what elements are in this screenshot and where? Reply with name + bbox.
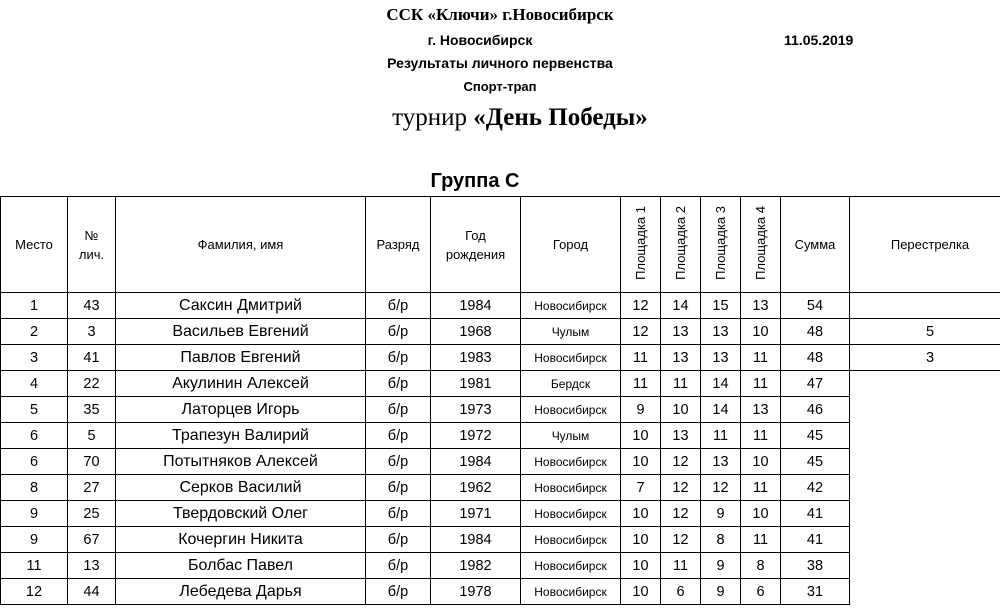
- area-1-cell: 7: [621, 475, 661, 501]
- tournament-name: «День Победы»: [473, 104, 648, 131]
- area-4-cell: 10: [741, 449, 781, 475]
- area-3-cell: 9: [701, 579, 741, 605]
- col-birth-line2: рождения: [445, 246, 506, 262]
- area-1-cell: 10: [621, 553, 661, 579]
- col-number: [68, 197, 116, 293]
- number-cell: 70: [68, 449, 116, 475]
- name-cell: Васильев Евгений: [116, 319, 366, 345]
- results-body: [1, 293, 1000, 605]
- table-row: [1, 579, 1000, 605]
- city-cell: Чулым: [521, 319, 621, 345]
- area-3-cell: 15: [701, 293, 741, 319]
- birth-year-cell: 1983: [431, 345, 521, 371]
- rank-cell: б/р: [366, 501, 431, 527]
- table-row: [1, 397, 1000, 423]
- area-1-cell: 9: [621, 397, 661, 423]
- area-3-cell: 14: [701, 397, 741, 423]
- place-cell: 11: [1, 553, 68, 579]
- area-2-cell: 12: [661, 449, 701, 475]
- rank-cell: б/р: [366, 423, 431, 449]
- results-title: Результаты личного первенства: [387, 55, 613, 71]
- shootoff-cell: [850, 501, 1000, 527]
- area-2-cell: 13: [661, 345, 701, 371]
- name-cell: Акулинин Алексей: [116, 371, 366, 397]
- area-3-cell: 11: [701, 423, 741, 449]
- area-4-cell: 13: [741, 397, 781, 423]
- col-city: Город: [521, 197, 621, 293]
- sum-cell: 48: [781, 319, 850, 345]
- shootoff-cell: [850, 397, 1000, 423]
- area-3-cell: 12: [701, 475, 741, 501]
- shootoff-cell: [850, 475, 1000, 501]
- name-cell: Потытняков Алексей: [116, 449, 366, 475]
- city-cell: Новосибирск: [521, 293, 621, 319]
- birth-year-cell: 1984: [431, 449, 521, 475]
- place-cell: 5: [1, 397, 68, 423]
- shootoff-cell: 5: [850, 319, 1000, 345]
- shootoff-cell: [850, 579, 1000, 605]
- area-3-cell: 13: [701, 345, 741, 371]
- rank-cell: б/р: [366, 553, 431, 579]
- name-cell: Лебедева Дарья: [116, 579, 366, 605]
- area-1-cell: 10: [621, 449, 661, 475]
- name-cell: Твердовский Олег: [116, 501, 366, 527]
- number-cell: 3: [68, 319, 116, 345]
- sum-cell: 41: [781, 501, 850, 527]
- shootoff-cell: [850, 423, 1000, 449]
- results-table: [0, 196, 1000, 605]
- name-cell: Павлов Евгений: [116, 345, 366, 371]
- name-cell: Кочергин Никита: [116, 527, 366, 553]
- name-cell: Трапезун Валирий: [116, 423, 366, 449]
- city-cell: Новосибирск: [521, 501, 621, 527]
- city-cell: Новосибирск: [521, 449, 621, 475]
- table-row: [1, 475, 1000, 501]
- area-2-cell: 10: [661, 397, 701, 423]
- number-cell: 13: [68, 553, 116, 579]
- area-1-cell: 10: [621, 423, 661, 449]
- sum-cell: 48: [781, 345, 850, 371]
- tournament-title: [20, 104, 1000, 132]
- col-shootoff: Перестрелка: [850, 197, 1000, 293]
- sum-cell: 38: [781, 553, 850, 579]
- rank-cell: б/р: [366, 579, 431, 605]
- city-cell: Чулым: [521, 423, 621, 449]
- area-3-cell: 9: [701, 501, 741, 527]
- area-1-cell: 10: [621, 527, 661, 553]
- sum-cell: 46: [781, 397, 850, 423]
- rank-cell: б/р: [366, 475, 431, 501]
- number-cell: 25: [68, 501, 116, 527]
- col-birth-year: [431, 197, 521, 293]
- col-birth-line1: Год: [465, 227, 486, 243]
- number-cell: 35: [68, 397, 116, 423]
- birth-year-cell: 1972: [431, 423, 521, 449]
- birth-year-cell: 1968: [431, 319, 521, 345]
- col-area-2: [661, 197, 701, 293]
- table-header-row: [1, 197, 1000, 293]
- shootoff-cell: [850, 449, 1000, 475]
- birth-year-cell: 1981: [431, 371, 521, 397]
- number-cell: 43: [68, 293, 116, 319]
- place-cell: 9: [1, 501, 68, 527]
- sum-cell: 47: [781, 371, 850, 397]
- area-2-cell: 12: [661, 475, 701, 501]
- sum-cell: 45: [781, 423, 850, 449]
- area-4-cell: 8: [741, 553, 781, 579]
- table-row: [1, 371, 1000, 397]
- col-area-1: [621, 197, 661, 293]
- area-1-cell: 10: [621, 501, 661, 527]
- place-cell: 12: [1, 579, 68, 605]
- area-3-cell: 13: [701, 449, 741, 475]
- place-cell: 3: [1, 345, 68, 371]
- number-cell: 44: [68, 579, 116, 605]
- area-2-cell: 13: [661, 423, 701, 449]
- birth-year-cell: 1982: [431, 553, 521, 579]
- area-3-cell: 14: [701, 371, 741, 397]
- rank-cell: б/р: [366, 293, 431, 319]
- rank-cell: б/р: [366, 371, 431, 397]
- shootoff-cell: [850, 553, 1000, 579]
- birth-year-cell: 1962: [431, 475, 521, 501]
- place-cell: 9: [1, 527, 68, 553]
- col-area-3-label: Площадка 3: [713, 206, 728, 280]
- shootoff-cell: 3: [850, 345, 1000, 371]
- birth-year-cell: 1978: [431, 579, 521, 605]
- birth-year-cell: 1971: [431, 501, 521, 527]
- sum-cell: 45: [781, 449, 850, 475]
- area-1-cell: 12: [621, 319, 661, 345]
- area-4-cell: 11: [741, 475, 781, 501]
- place-cell: 6: [1, 449, 68, 475]
- area-4-cell: 11: [741, 527, 781, 553]
- col-rank: Разряд: [366, 197, 431, 293]
- col-sum: Сумма: [781, 197, 850, 293]
- col-number-line2: лич.: [78, 246, 105, 262]
- area-2-cell: 12: [661, 501, 701, 527]
- city-cell: Бердск: [521, 371, 621, 397]
- area-1-cell: 12: [621, 293, 661, 319]
- col-area-3: [701, 197, 741, 293]
- area-4-cell: 10: [741, 501, 781, 527]
- sum-cell: 41: [781, 527, 850, 553]
- area-3-cell: 8: [701, 527, 741, 553]
- city-cell: Новосибирск: [521, 527, 621, 553]
- organization-title: ССК «Ключи» г.Новосибирск: [386, 5, 614, 24]
- area-4-cell: 11: [741, 371, 781, 397]
- table-row: [1, 501, 1000, 527]
- area-2-cell: 13: [661, 319, 701, 345]
- col-area-1-label: Площадка 1: [633, 206, 648, 280]
- place-cell: 4: [1, 371, 68, 397]
- number-cell: 41: [68, 345, 116, 371]
- table-row: [1, 319, 1000, 345]
- area-2-cell: 11: [661, 371, 701, 397]
- col-name: Фамилия, имя: [116, 197, 366, 293]
- number-cell: 5: [68, 423, 116, 449]
- rank-cell: б/р: [366, 527, 431, 553]
- birth-year-cell: 1984: [431, 527, 521, 553]
- place-cell: 1: [1, 293, 68, 319]
- event-date: 11.05.2019: [784, 32, 854, 48]
- rank-cell: б/р: [366, 319, 431, 345]
- city-cell: Новосибирск: [521, 475, 621, 501]
- area-3-cell: 9: [701, 553, 741, 579]
- area-1-cell: 10: [621, 579, 661, 605]
- col-area-4-label: Площадка 4: [753, 206, 768, 280]
- rank-cell: б/р: [366, 345, 431, 371]
- table-row: [1, 553, 1000, 579]
- area-4-cell: 6: [741, 579, 781, 605]
- table-row: [1, 527, 1000, 553]
- city-cell: Новосибирск: [521, 553, 621, 579]
- area-2-cell: 11: [661, 553, 701, 579]
- col-place: Место: [1, 197, 68, 293]
- city-cell: Новосибирск: [521, 345, 621, 371]
- shootoff-cell: [850, 371, 1000, 397]
- number-cell: 27: [68, 475, 116, 501]
- area-1-cell: 11: [621, 345, 661, 371]
- col-number-line1: №: [84, 227, 99, 243]
- place-cell: 6: [1, 423, 68, 449]
- city-label: г. Новосибирск: [427, 32, 533, 48]
- birth-year-cell: 1984: [431, 293, 521, 319]
- area-4-cell: 11: [741, 345, 781, 371]
- table-row: [1, 293, 1000, 319]
- area-4-cell: 10: [741, 319, 781, 345]
- table-row: [1, 449, 1000, 475]
- shootoff-cell: [850, 527, 1000, 553]
- group-title: Группа С: [430, 170, 520, 192]
- sum-cell: 31: [781, 579, 850, 605]
- name-cell: Саксин Дмитрий: [116, 293, 366, 319]
- col-area-2-label: Площадка 2: [673, 206, 688, 280]
- name-cell: Латорцев Игорь: [116, 397, 366, 423]
- sum-cell: 54: [781, 293, 850, 319]
- area-4-cell: 13: [741, 293, 781, 319]
- area-2-cell: 14: [661, 293, 701, 319]
- area-2-cell: 12: [661, 527, 701, 553]
- birth-year-cell: 1973: [431, 397, 521, 423]
- sum-cell: 42: [781, 475, 850, 501]
- shootoff-cell: [850, 293, 1000, 319]
- discipline-label: Спорт-трап: [463, 79, 537, 94]
- area-1-cell: 11: [621, 371, 661, 397]
- table-row: [1, 345, 1000, 371]
- city-cell: Новосибирск: [521, 579, 621, 605]
- place-cell: 8: [1, 475, 68, 501]
- name-cell: Серков Василий: [116, 475, 366, 501]
- place-cell: 2: [1, 319, 68, 345]
- tournament-prefix: турнир: [392, 104, 474, 131]
- area-4-cell: 11: [741, 423, 781, 449]
- rank-cell: б/р: [366, 397, 431, 423]
- col-area-4: [741, 197, 781, 293]
- area-2-cell: 6: [661, 579, 701, 605]
- table-row: [1, 423, 1000, 449]
- rank-cell: б/р: [366, 449, 431, 475]
- area-3-cell: 13: [701, 319, 741, 345]
- number-cell: 67: [68, 527, 116, 553]
- number-cell: 22: [68, 371, 116, 397]
- city-cell: Новосибирск: [521, 397, 621, 423]
- name-cell: Болбас Павел: [116, 553, 366, 579]
